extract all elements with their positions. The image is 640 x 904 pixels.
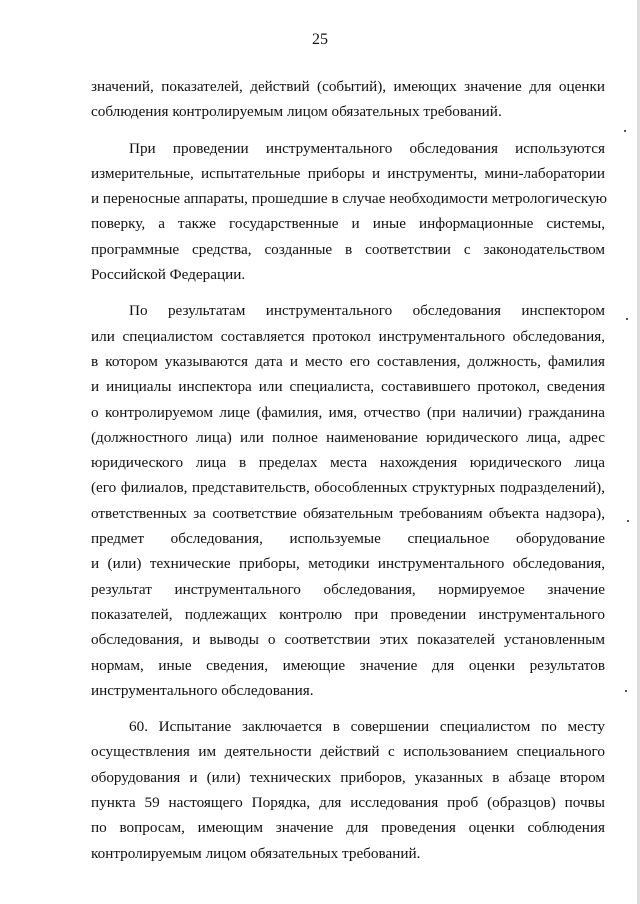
text-line: соблюдения контролируемым лицом обязательных требований. <box>91 103 502 121</box>
text-line: результат инструментального обследования, нормируемое значение <box>91 580 605 598</box>
scan-speck <box>624 130 626 132</box>
page-number: 25 <box>312 31 328 48</box>
text-line: показателей, подлежащих контролю при проведении инструментального <box>91 605 605 623</box>
text-line: При проведении инструментального обследования используются <box>129 139 605 157</box>
text-line: Российской Федерации. <box>91 266 246 284</box>
text-line: инструментального обследования. <box>91 681 314 699</box>
text-line: нормам, иные сведения, имеющие значение для оценки результатов <box>91 656 605 674</box>
text-line: поверку, а также государственные и иные информационные системы, <box>91 215 605 233</box>
paragraph-3 <box>91 298 605 703</box>
scan-speck <box>627 520 629 522</box>
text-line: измерительные, испытательные приборы и инструменты, мини-лаборатории <box>91 164 605 182</box>
text-line: значений, показателей, действий (событий), имеющих значение для оценки <box>91 78 605 95</box>
text-line: обследования, и выводы о соответствии этих показателей установленным <box>91 631 605 649</box>
paragraph-1 <box>91 74 605 125</box>
text-line: осуществления им деятельности действий с использованием специального <box>91 743 605 761</box>
text-line: (должностного лица) или полное наименование юридического лица, адрес <box>91 428 605 446</box>
text-line: и переносные аппараты, прошедшие в случае необходимости метрологическую <box>91 190 608 208</box>
text-line: и (или) технические приборы, методики инструментального обследования, <box>91 555 605 573</box>
text-line: и инициалы инспектора или специалиста, составившего протокол, сведения <box>91 378 605 396</box>
text-line: или специалистом составляется протокол инструментального обследования, <box>91 327 605 345</box>
text-line: предмет обследования, используемые специальное оборудование <box>91 530 605 548</box>
text-line: ответственных за соответствие обязательным требованиям объекта надзора), <box>91 504 605 522</box>
paragraph-2 <box>91 136 608 288</box>
text-line: программные средства, созданные в соответствии с законодательством <box>91 240 605 258</box>
text-line: в котором указываются дата и место его составления, должность, фамилия <box>91 352 605 370</box>
text-line: оборудования и (или) технических приборов, указанных в абзаце втором <box>91 768 605 786</box>
text-line: юридического лица в пределах места нахождения юридического лица <box>91 454 605 472</box>
scan-speck <box>626 318 628 320</box>
text-line: по вопросам, имеющим значение для проведения оценки соблюдения <box>91 819 605 837</box>
text-line: (его филиалов, представительств, обособленных структурных подразделений), <box>91 479 605 497</box>
paragraph-4 <box>91 714 605 866</box>
scan-speck <box>625 690 627 692</box>
text-line: контролируемым лицом обязательных требований. <box>91 844 421 862</box>
document-body <box>91 74 608 866</box>
text-line: 60. Испытание заключается в совершении специалистом по месту <box>129 718 605 736</box>
text-line: пункта 59 настоящего Порядка, для исследования проб (образцов) почвы <box>91 794 605 812</box>
text-line: По результатам инструментального обследования инспектором <box>129 302 605 320</box>
text-line: о контролируемом лице (фамилия, имя, отчество (при наличии) гражданина <box>91 403 605 421</box>
